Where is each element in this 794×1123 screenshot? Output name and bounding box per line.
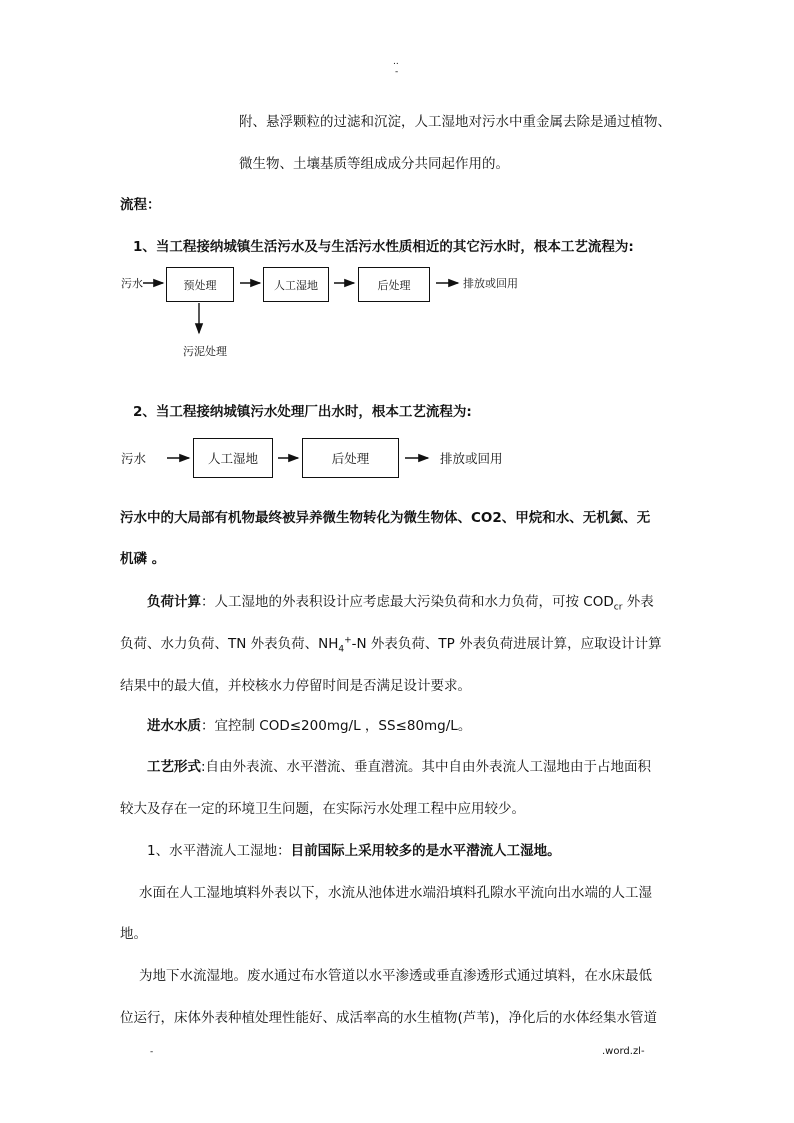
load-text-1b: 外表	[622, 594, 654, 610]
horizontal-label: 1、水平潜流人工湿地：	[147, 843, 291, 859]
flow2-box-wetland: 人工湿地	[193, 438, 273, 478]
flow2-input-label: 污水	[121, 452, 147, 466]
intro-line-2: 微生物、土壤基质等组成成分共同起作用的。	[239, 156, 509, 172]
flow2-heading: 2、当工程接纳城镇污水处理厂出水时，根本工艺流程为:	[133, 404, 472, 420]
footer-right: .word.zl-	[602, 1046, 645, 1057]
load-text-1-sub: cr	[613, 602, 623, 613]
load-text-2-sup: +	[344, 635, 352, 646]
header-mark: ..	[393, 57, 399, 67]
process-line-2: 较大及存在一定的环境卫生问题，在实际污水处理工程中应用较少。	[120, 801, 525, 817]
flow1-input-label: 污水	[121, 278, 143, 290]
inflow-label: 进水水质	[147, 718, 201, 734]
flow2-output-label: 排放或回用	[440, 452, 503, 466]
load-line-3: 结果中的最大值，并校核水力停留时间是否满足设计要求。	[120, 678, 471, 694]
flow1-box-preprocess: 预处理	[166, 267, 234, 302]
intro-line-1: 附、悬浮颗粒的过滤和沉淀，人工湿地对污水中重金属去除是通过植物、	[239, 114, 671, 130]
process-text-1: :自由外表流、水平潜流、垂直潜流。其中自由外表流人工湿地由于占地面积	[201, 759, 652, 775]
load-text-2-sub: 4	[338, 644, 345, 655]
inflow-line	[147, 714, 471, 734]
process-label: 工艺形式	[147, 759, 201, 775]
load-text-1a: 人工湿地的外表积设计应考虑最大污染负荷和水力负荷，可按 COD	[214, 594, 614, 610]
load-text-2a: 负荷、水力负荷、TN 外表负荷、NH	[120, 636, 339, 652]
bold-para-line-1: 污水中的大局部有机物最终被异养微生物转化为微生物体、CO2、甲烷和水、无机氮、无	[120, 510, 651, 526]
para-b-line-1: 为地下水流湿地。废水通过布水管道以水平渗透或垂直渗透形式通过填料，在水床最低	[139, 968, 652, 984]
load-text-2b: -N 外表负荷、TP 外表负荷进展计算，应取设计计算	[351, 636, 662, 652]
horizontal-bold: 目前国际上采用较多的是水平潜流人工湿地。	[290, 843, 561, 859]
flow-title: 流程：	[120, 197, 161, 213]
load-colon: ：	[201, 594, 215, 610]
flow2-arrows	[0, 0, 794, 500]
flow1-box-wetland: 人工湿地	[263, 267, 329, 302]
process-line-1	[147, 755, 651, 775]
para-a-line-1: 水面在人工湿地填料外表以下，水流从池体进水端沿填料孔隙水平流向出水端的人工湿	[139, 885, 652, 901]
flow1-heading: 1、当工程接纳城镇生活污水及与生活污水性质相近的其它污水时，根本工艺流程为:	[133, 239, 634, 255]
flow1-output-label: 排放或回用	[463, 278, 518, 290]
load-line-1	[147, 590, 654, 613]
bold-para-line-2: 机磷 。	[120, 551, 166, 567]
para-b-line-2: 位运行，床体外表种植处理性能好、成活率高的水生植物(芦苇)，净化后的水体经集水管道	[120, 1010, 658, 1026]
footer-left: -	[150, 1047, 154, 1057]
para-a-line-2: 地。	[120, 926, 147, 942]
flow2-box-posttreat: 后处理	[302, 438, 399, 478]
header-dash: -	[395, 67, 399, 77]
flow1-sludge-label: 污泥处理	[183, 346, 227, 358]
load-line-2	[120, 632, 662, 655]
flow1-box-posttreat: 后处理	[358, 267, 430, 302]
inflow-text: ：宜控制 COD≤200mg/L ，SS≤80mg/L。	[201, 718, 472, 734]
load-label: 负荷计算	[147, 594, 201, 610]
horizontal-line	[147, 839, 561, 859]
